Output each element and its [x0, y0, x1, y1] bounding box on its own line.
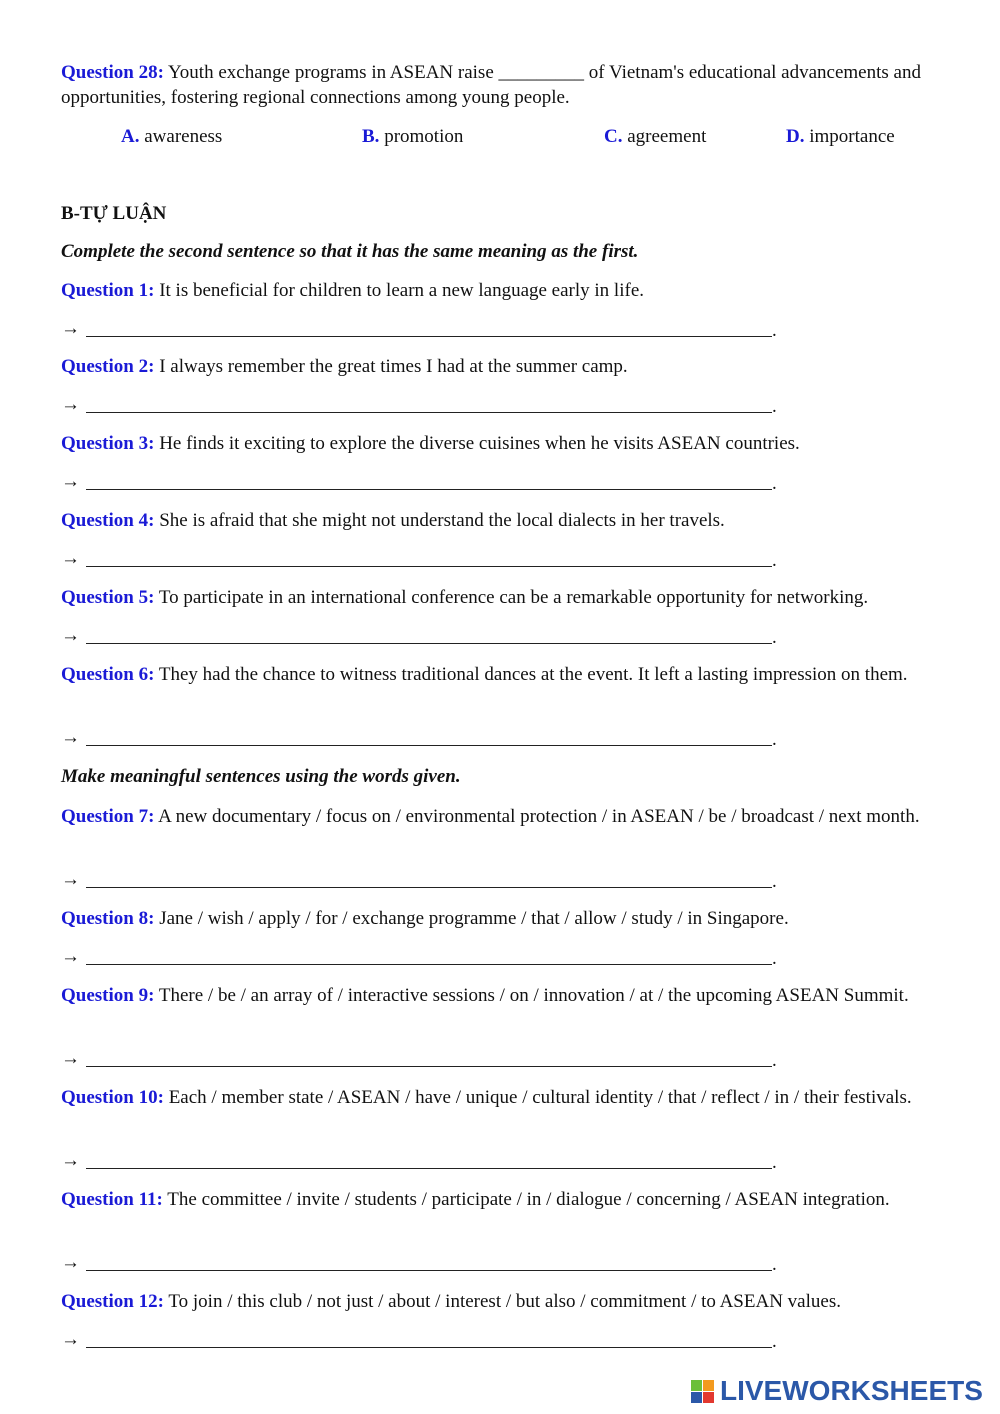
answer-line-5[interactable] [61, 623, 781, 649]
answer-period: . [772, 871, 777, 892]
answer-period: . [772, 396, 777, 417]
liveworksheets-mark-icon [690, 1377, 716, 1405]
logo-text: LIVEWORKSHEETS [720, 1375, 983, 1406]
arrow-icon: → [61, 1329, 80, 1350]
arrow-icon: → [61, 1252, 80, 1273]
answer-underline[interactable] [86, 1168, 772, 1169]
answer-line-12[interactable] [61, 1327, 781, 1353]
option-letter: D. [786, 126, 805, 147]
question-text: They had the chance to witness traditional dances at the event. It left a lasting impression on them. [158, 664, 908, 685]
question-label: Question 1: [61, 280, 155, 301]
instruction-make-sentences: Make meaningful sentences using the words given. [61, 766, 461, 787]
question-9 [61, 983, 931, 1008]
answer-line-4[interactable] [61, 546, 781, 572]
question-1 [61, 278, 931, 303]
option-letter: A. [121, 126, 140, 147]
question-text: Youth exchange programs in ASEAN raise _________ of Vietnam's educational advancements and opportunities, fostering regional connections among young people. [61, 62, 921, 108]
answer-underline[interactable] [86, 412, 772, 413]
arrow-icon: → [61, 946, 80, 967]
answer-period: . [772, 320, 777, 341]
option-letter: B. [362, 126, 380, 147]
question-label: Question 10: [61, 1087, 164, 1108]
question-7 [61, 804, 931, 829]
answer-period: . [772, 948, 777, 969]
question-label: Question 6: [61, 664, 155, 685]
liveworksheets-logo[interactable] [690, 1374, 983, 1408]
question-label: Question 4: [61, 510, 155, 531]
arrow-icon: → [61, 318, 80, 339]
question-text: Jane / wish / apply / for / exchange programme / that / allow / study / in Singapore. [159, 908, 789, 929]
answer-line-8[interactable] [61, 944, 781, 970]
question-12 [61, 1289, 931, 1314]
answer-period: . [772, 729, 777, 750]
answer-underline[interactable] [86, 1347, 772, 1348]
answer-period: . [772, 1331, 777, 1352]
question-6 [61, 662, 931, 687]
question-2 [61, 354, 931, 379]
answer-underline[interactable] [86, 1270, 772, 1271]
answer-underline[interactable] [86, 643, 772, 644]
question-text: The committee / invite / students / participate / in / dialogue / concerning / ASEAN integration. [167, 1189, 890, 1210]
question-text: Each / member state / ASEAN / have / unique / cultural identity / that / reflect / in / their festivals. [168, 1087, 912, 1108]
arrow-icon: → [61, 1048, 80, 1069]
answer-underline[interactable] [86, 566, 772, 567]
answer-period: . [772, 1050, 777, 1071]
answer-underline[interactable] [86, 745, 772, 746]
answer-underline[interactable] [86, 489, 772, 490]
answer-underline[interactable] [86, 964, 772, 965]
answer-period: . [772, 1152, 777, 1173]
option-text: importance [809, 126, 895, 147]
answer-period: . [772, 473, 777, 494]
answer-line-10[interactable] [61, 1148, 781, 1174]
question-8 [61, 906, 931, 931]
question-label: Question 5: [61, 587, 155, 608]
option-text: agreement [627, 126, 707, 147]
question-text: A new documentary / focus on / environmental protection / in ASEAN / be / broadcast / next month. [158, 806, 920, 827]
arrow-icon: → [61, 548, 80, 569]
question-text: To participate in an international conference can be a remarkable opportunity for networking. [158, 587, 869, 608]
question-11 [61, 1187, 931, 1212]
option-text: promotion [384, 126, 464, 147]
arrow-icon: → [61, 727, 80, 748]
question-text: It is beneficial for children to learn a new language early in life. [159, 280, 645, 301]
question-label: Question 8: [61, 908, 155, 929]
section-title: B-TỰ LUẬN [61, 203, 167, 224]
option-text: awareness [144, 126, 223, 147]
answer-period: . [772, 627, 777, 648]
answer-line-2[interactable] [61, 392, 781, 418]
arrow-icon: → [61, 394, 80, 415]
question-text: There / be / an array of / interactive sessions / on / innovation / at / the upcoming ASEAN Summit. [158, 985, 909, 1006]
answer-line-3[interactable] [61, 469, 781, 495]
option-c[interactable] [604, 124, 706, 149]
answer-line-11[interactable] [61, 1250, 781, 1276]
question-label: Question 3: [61, 433, 155, 454]
question-label: Question 12: [61, 1291, 164, 1312]
question-text: She is afraid that she might not understand the local dialects in her travels. [159, 510, 725, 531]
answer-line-1[interactable] [61, 316, 781, 342]
question-text: To join / this club / not just / about / interest / but also / commitment / to ASEAN values. [168, 1291, 841, 1312]
arrow-icon: → [61, 1150, 80, 1171]
question-label: Question 2: [61, 356, 155, 377]
instruction-rewrite: Complete the second sentence so that it has the same meaning as the first. [61, 241, 639, 262]
question-10 [61, 1085, 931, 1110]
answer-underline[interactable] [86, 1066, 772, 1067]
question-4 [61, 508, 931, 533]
answer-line-9[interactable] [61, 1046, 781, 1072]
question-5 [61, 585, 941, 610]
question-text: I always remember the great times I had at the summer camp. [159, 356, 628, 377]
answer-underline[interactable] [86, 887, 772, 888]
option-letter: C. [604, 126, 623, 147]
answer-underline[interactable] [86, 336, 772, 337]
arrow-icon: → [61, 869, 80, 890]
answer-period: . [772, 1254, 777, 1275]
question-label: Question 7: [61, 806, 155, 827]
answer-options [0, 124, 1000, 150]
question-text: He finds it exciting to explore the diverse cuisines when he visits ASEAN countries. [159, 433, 800, 454]
option-d[interactable] [786, 124, 895, 149]
arrow-icon: → [61, 625, 80, 646]
question-label: Question 28: [61, 62, 164, 83]
answer-line-6[interactable] [61, 725, 781, 751]
question-label: Question 11: [61, 1189, 163, 1210]
option-b[interactable] [362, 124, 463, 149]
answer-period: . [772, 550, 777, 571]
option-a[interactable] [121, 124, 222, 149]
question-28 [61, 60, 931, 110]
answer-line-7[interactable] [61, 867, 781, 893]
question-label: Question 9: [61, 985, 155, 1006]
question-3 [61, 431, 931, 456]
arrow-icon: → [61, 471, 80, 492]
